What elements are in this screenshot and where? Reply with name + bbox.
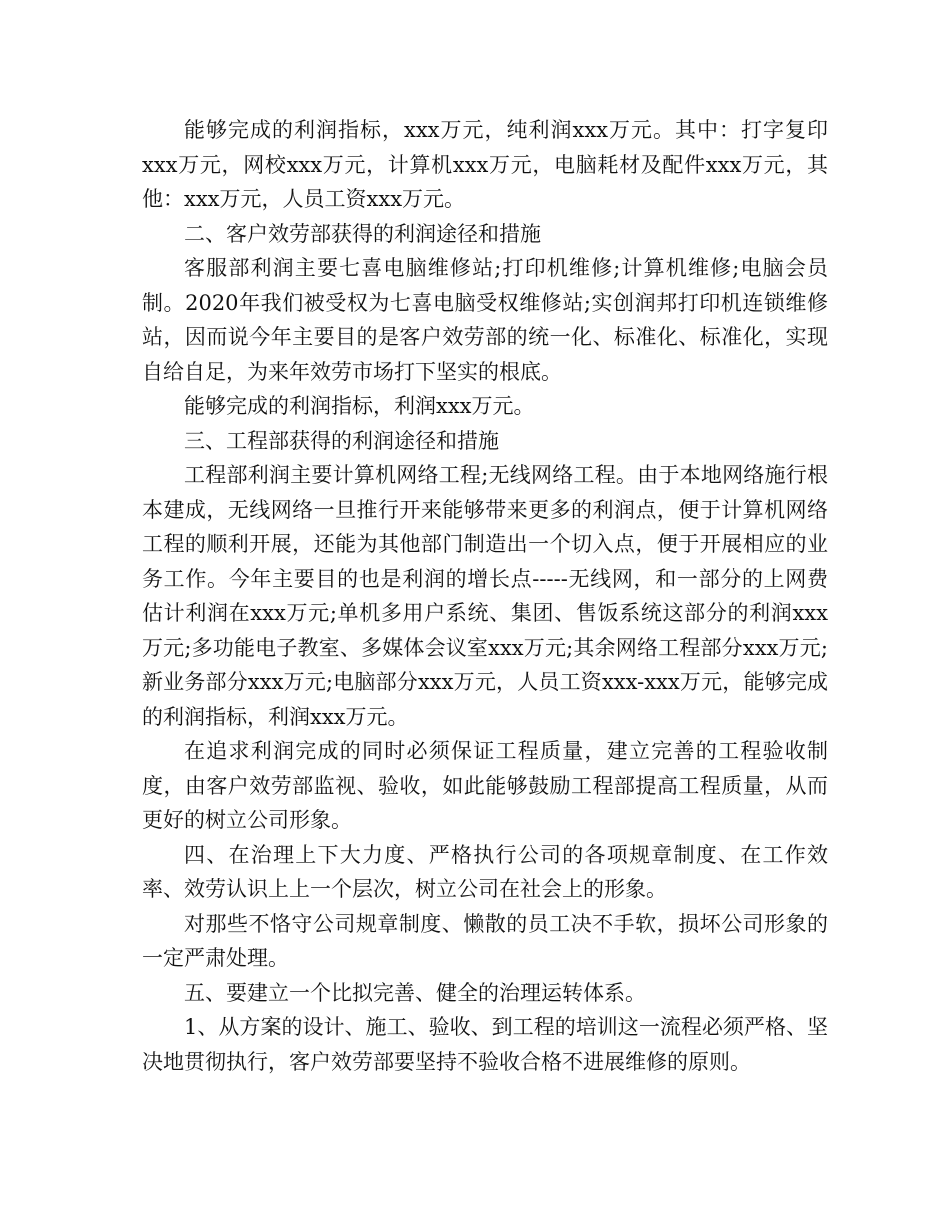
heading-system: 五、要建立一个比拟完善、健全的治理运转体系。	[184, 980, 646, 1005]
heading-engineering-profit: 三、工程部获得的利润途径和措施	[184, 428, 499, 453]
paragraph-process: 1、从方案的设计、施工、验收、到工程的培训这一流程必须严格、坚决地贯彻执行，客户效劳部要坚持不验收合格不进展维修的原则。	[142, 1015, 828, 1074]
document-body	[142, 113, 828, 1079]
paragraph-discipline: 对那些不恪守公司规章制度、懒散的员工决不手软，损坏公司形象的一定严肃处理。	[142, 911, 828, 970]
heading-management: 四、在治理上下大力度、严格执行公司的各项规章制度、在工作效率、效劳认识上上一个层次，树立公司在社会上的形象。	[142, 842, 828, 901]
paragraph-customer-service-target: 能够完成的利润指标，利润xxx万元。	[184, 394, 535, 418]
paragraph-quality: 在追求利润完成的同时必须保证工程质量，建立完善的工程验收制度，由客户效劳部监视、验收，如此能够鼓励工程部提高工程质量，从而更好的树立公司形象。	[142, 739, 828, 832]
paragraph-profit-targets: 能够完成的利润指标，xxx万元，纯利润xxx万元。其中：打字复印xxx万元，网校xxx万元，计算机xxx万元，电脑耗材及配件xxx万元，其他：xxx万元，人员工资xxx万元。	[142, 118, 828, 211]
heading-customer-service-profit: 二、客户效劳部获得的利润途径和措施	[184, 221, 541, 246]
paragraph-customer-service: 客服部利润主要七喜电脑维修站;打印机维修;计算机维修;电脑会员制。2020年我们被受权为七喜电脑受权维修站;实创润邦打印机连锁维修站，因而说今年主要目的是客户效劳部的统一化、标准化、标准化，实现自给自足，为来年效劳市场打下坚实的根底。	[142, 256, 828, 384]
paragraph-engineering: 工程部利润主要计算机网络工程;无线网络工程。由于本地网络施行根本建成，无线网络一旦推行开来能够带来更多的利润点，便于计算机网络工程的顺利开展，还能为其他部门制造出一个切入点，便于开展相应的业务工作。今年主要目的也是利润的增长点-----无线网，和一部分的上网费估计利润在xxx万元;单机多用户系统、集团、售饭系统这部分的利润xxx万元;多功能电子教室、多媒体会议室xxx万元;其余网络工程部分xxx万元;新业务部分xxx万元;电脑部分xxx万元，人员工资xxx-xxx万元，能够完成的利润指标，利润xxx万元。	[142, 463, 828, 729]
